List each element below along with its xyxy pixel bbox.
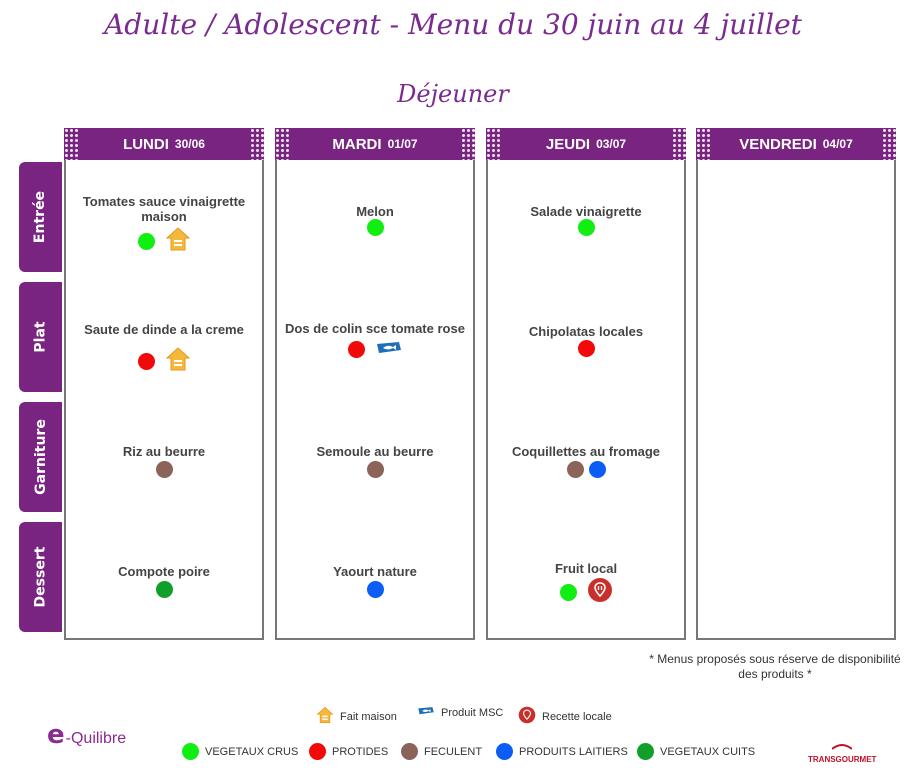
row-label-garniture: Garniture xyxy=(19,402,62,512)
menu-cell-plat xyxy=(488,280,684,400)
row-label-entree: Entrée xyxy=(19,162,62,272)
day-body xyxy=(64,160,264,640)
legend-protides: PROTIDES xyxy=(309,743,388,760)
day-body xyxy=(696,160,896,640)
menu-cell-dessert xyxy=(277,520,473,640)
day-column-jeudi xyxy=(486,128,686,576)
legend-produit-msc: Produit MSC xyxy=(417,706,503,719)
day-body xyxy=(486,160,686,640)
protides-dot xyxy=(309,743,326,760)
transgourmet-mark-icon xyxy=(832,743,852,751)
row-label-dessert: Dessert xyxy=(19,522,62,632)
menu-cell-dessert xyxy=(488,520,684,640)
day-date: 30/06 xyxy=(174,137,205,151)
feculent-dot xyxy=(156,461,173,478)
day-header xyxy=(486,128,686,160)
menu-cell-garniture xyxy=(66,400,262,520)
page-title: Adulte / Adolescent - Menu du 30 juin au 4 juillet xyxy=(104,8,802,41)
vegetaux-crus-dot xyxy=(560,584,577,601)
day-date: 03/07 xyxy=(596,137,627,151)
dish-name: Salade vinaigrette xyxy=(530,204,642,219)
protides-dot xyxy=(348,341,365,358)
legend-recette-locale: Recette locale xyxy=(518,706,612,727)
vegetaux-crus-dot xyxy=(578,219,595,236)
local-pin-icon xyxy=(518,706,536,727)
dish-name: Chipolatas locales xyxy=(528,324,644,339)
produits-laitiers-dot xyxy=(496,743,513,760)
availability-note: * Menus proposés sous réserve de disponibilité des produits * xyxy=(649,652,901,681)
vegetaux-crus-dot xyxy=(367,219,384,236)
menu-cell-entree xyxy=(66,160,262,280)
house-icon xyxy=(165,346,191,376)
menu-cell-garniture xyxy=(277,400,473,520)
equilibre-logo: e -Quilibre xyxy=(47,720,127,750)
dish-name: Riz au beurre xyxy=(122,444,206,459)
menu-cell-plat xyxy=(277,280,473,400)
dish-name: Coquillettes au fromage xyxy=(511,444,661,459)
fish-icon xyxy=(417,706,435,719)
row-label-plat: Plat xyxy=(19,282,62,392)
house-icon xyxy=(165,226,191,256)
menu-cell-plat xyxy=(66,280,262,400)
feculent-dot xyxy=(401,743,418,760)
day-body xyxy=(275,160,475,640)
fish-icon xyxy=(375,340,403,359)
legend-feculent: FECULENT xyxy=(401,743,482,760)
vegetaux-cuits-dot xyxy=(637,743,654,760)
day-date: 04/07 xyxy=(822,137,853,151)
day-column-vendredi xyxy=(696,128,896,160)
produits-laitiers-dot xyxy=(367,581,384,598)
feculent-dot xyxy=(567,461,584,478)
menu-cell-dessert xyxy=(66,520,262,640)
day-header xyxy=(696,128,896,160)
day-name: VENDREDI xyxy=(739,135,817,153)
transgourmet-logo: TRANSGOURMET xyxy=(808,736,876,764)
day-date: 01/07 xyxy=(387,137,418,151)
legend-produits-laitiers: PRODUITS LAITIERS xyxy=(496,743,628,760)
dish-name: Yaourt nature xyxy=(333,564,417,579)
protides-dot xyxy=(578,340,595,357)
dish-name: Melon xyxy=(356,204,394,219)
day-header xyxy=(64,128,264,160)
local-pin-icon xyxy=(587,577,613,607)
day-column-lundi xyxy=(64,128,264,579)
dish-name: Tomates sauce vinaigrette maison xyxy=(82,194,246,224)
dish-name: Saute de dinde a la creme xyxy=(84,322,244,337)
legend-vegetaux-cuits: VEGETAUX CUITS xyxy=(637,743,755,760)
feculent-dot xyxy=(367,461,384,478)
house-icon xyxy=(316,706,334,727)
meal-subtitle: Déjeuner xyxy=(397,80,509,108)
day-name: LUNDI xyxy=(123,135,169,153)
day-column-mardi xyxy=(275,128,475,579)
menu-cell-entree xyxy=(488,160,684,280)
legend-fait-maison: Fait maison xyxy=(316,706,397,727)
day-name: MARDI xyxy=(332,135,382,153)
dish-name: Dos de colin sce tomate rose xyxy=(285,321,465,336)
day-header xyxy=(275,128,475,160)
vegetaux-crus-dot xyxy=(138,233,155,250)
produits-laitiers-dot xyxy=(589,461,606,478)
vegetaux-cuits-dot xyxy=(156,581,173,598)
dish-name: Compote poire xyxy=(118,564,210,579)
menu-cell-entree xyxy=(277,160,473,280)
menu-cell-garniture xyxy=(488,400,684,520)
day-name: JEUDI xyxy=(545,135,591,153)
vegetaux-crus-dot xyxy=(182,743,199,760)
dish-name: Fruit local xyxy=(554,561,618,576)
dish-name: Semoule au beurre xyxy=(316,444,434,459)
legend-vegetaux-crus: VEGETAUX CRUS xyxy=(182,743,298,760)
protides-dot xyxy=(138,353,155,370)
